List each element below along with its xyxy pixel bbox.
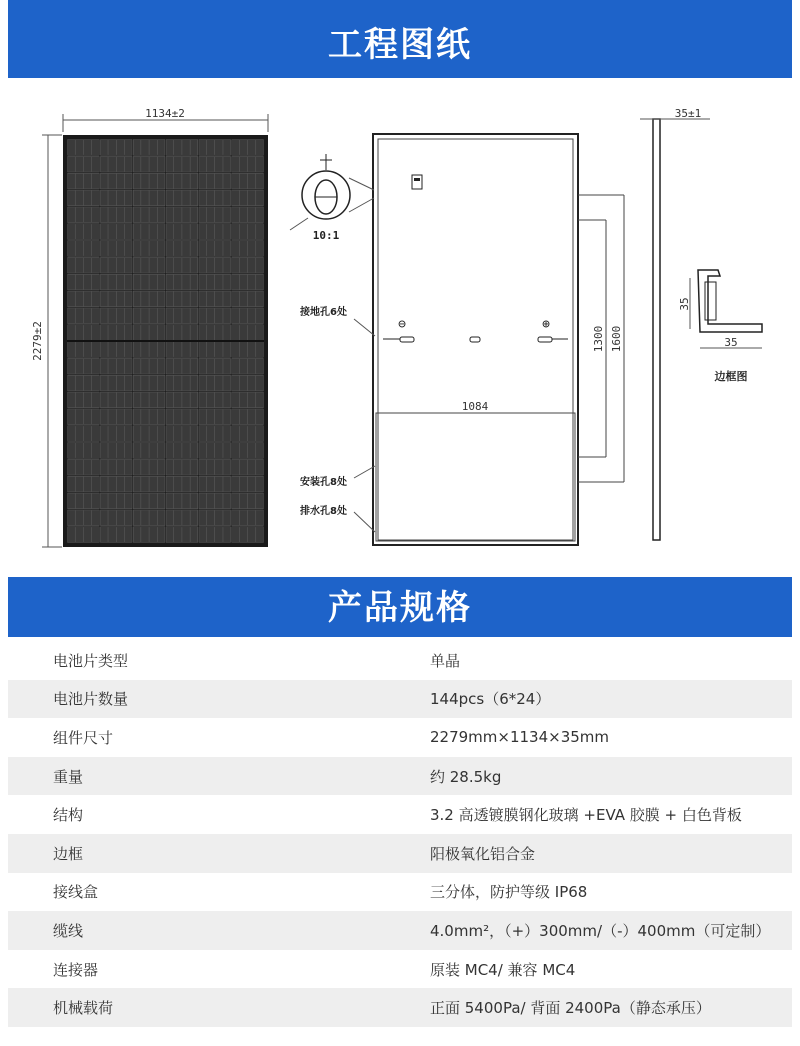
spec-key: 电池片数量 <box>53 690 129 709</box>
drain-holes-label: 排水孔8处 <box>300 506 347 517</box>
spec-value: 阳极氧化铝合金 <box>430 844 536 863</box>
spec-value: 144pcs（6*24） <box>430 690 551 709</box>
spec-key: 缆线 <box>53 921 84 940</box>
spec-key: 接线盒 <box>53 883 99 902</box>
spec-key: 结构 <box>53 806 84 825</box>
plus-terminal-icon: ⊕ <box>542 317 550 332</box>
spec-value: 正面 5400Pa/ 背面 2400Pa（静态承压） <box>430 999 711 1018</box>
specs-table <box>8 641 792 1027</box>
spec-value: 三分体，防护等级 IP68 <box>430 883 588 902</box>
spec-key: 重量 <box>53 767 84 786</box>
table-row <box>8 718 792 757</box>
spec-key: 电池片类型 <box>53 651 129 670</box>
table-row <box>8 641 792 680</box>
dimension-1084: 1084 <box>461 400 489 413</box>
hole-callouts <box>299 305 375 532</box>
table-row <box>8 795 792 834</box>
spec-value: 2279mm×1134×35mm <box>430 728 610 747</box>
ground-holes-label: 接地孔6处 <box>300 307 347 318</box>
table-row <box>8 757 792 796</box>
frame-profile <box>678 270 762 383</box>
product-specs-banner <box>8 577 792 637</box>
spec-value: 4.0mm²，（+）300mm/（-）400mm（可定制） <box>430 921 771 940</box>
spec-key: 连接器 <box>53 960 99 979</box>
height-dimension: 2279±2 <box>31 321 44 361</box>
table-row <box>8 680 792 719</box>
table-row <box>8 988 792 1027</box>
frame-width-dimension: 35 <box>724 336 738 349</box>
panel-rear-view <box>373 134 624 545</box>
spec-key: 组件尺寸 <box>53 728 114 747</box>
table-row <box>8 950 792 989</box>
spec-value: 约 28.5kg <box>430 767 502 786</box>
detail-zoom <box>290 154 374 242</box>
table-row <box>8 834 792 873</box>
engineering-drawing-banner <box>8 0 792 78</box>
minus-terminal-icon: ⊖ <box>398 317 406 332</box>
engineering-drawing-title: 工程图纸 <box>328 25 472 65</box>
dimension-1300: 1300 <box>592 325 605 353</box>
width-dimension: 1134±2 <box>145 107 185 120</box>
spec-value: 单晶 <box>430 651 461 670</box>
spec-key: 机械载荷 <box>53 999 114 1018</box>
dimension-1600: 1600 <box>610 325 623 353</box>
panel-front-view <box>31 107 268 547</box>
engineering-drawing <box>8 92 792 562</box>
zoom-scale-label: 10:1 <box>312 229 340 242</box>
mount-holes-label: 安装孔8处 <box>300 477 347 488</box>
frame-height-dimension: 35 <box>678 297 691 311</box>
table-row <box>8 911 792 950</box>
spec-key: 边框 <box>53 844 84 863</box>
product-specs-title: 产品规格 <box>328 588 472 628</box>
table-row <box>8 873 792 912</box>
spec-value: 3.2 高透镀膜钢化玻璃 +EVA 胶膜 + 白色背板 <box>430 806 742 825</box>
spec-value: 原装 MC4/ 兼容 MC4 <box>430 960 576 979</box>
depth-dimension: 35±1 <box>674 107 702 120</box>
frame-drawing-label: 边框图 <box>714 370 748 383</box>
